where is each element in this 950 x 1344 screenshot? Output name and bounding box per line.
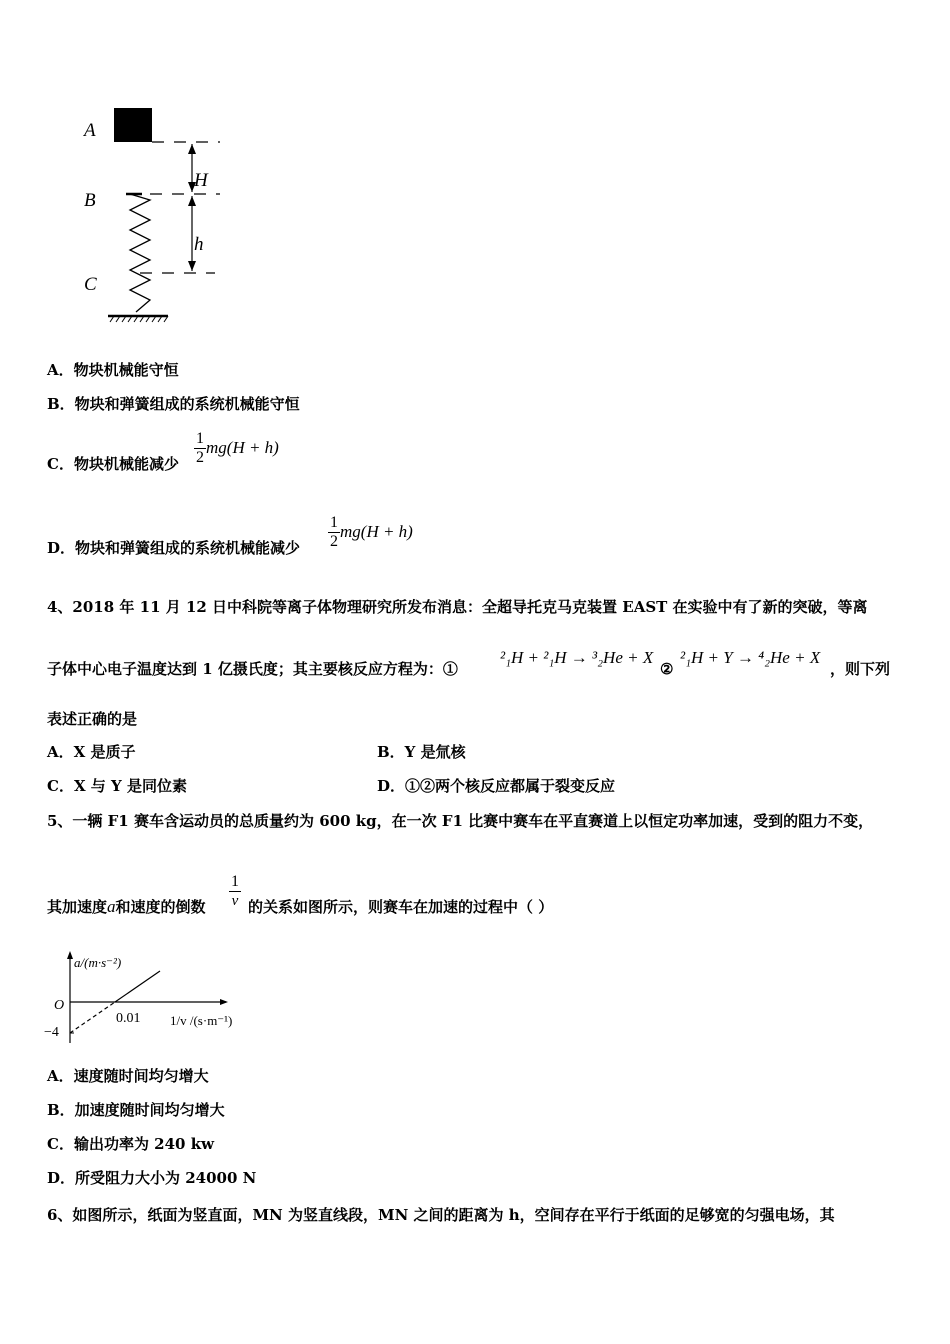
q3-option-d: D．物块和弹簧组成的系统机械能减少 <box>47 539 301 557</box>
q5-var-a: a <box>107 897 116 916</box>
spring-figure-svg <box>70 100 240 350</box>
q4-mark2: ② <box>660 660 674 678</box>
y-tick-label: −4 <box>44 1025 59 1040</box>
label-c: C <box>84 274 97 295</box>
q5-frac-den: v <box>231 893 239 909</box>
spring-block-figure <box>70 100 240 350</box>
q5-frac-num: 1 <box>231 873 239 890</box>
q4-option-b: B．Y 是氚核 <box>377 743 466 761</box>
block <box>114 108 152 142</box>
frac-den: 2 <box>330 533 338 550</box>
q5-line2-a: 其加速度 <box>47 898 108 916</box>
frac-den: 2 <box>196 449 204 466</box>
q5-line2-b: 和速度的倒数 <box>115 898 206 916</box>
origin-label: O <box>54 998 65 1013</box>
y-axis-label: a/(m·s⁻²) <box>74 955 122 970</box>
q5-option-a: A．速度随时间均匀增大 <box>47 1067 209 1085</box>
q5-line2 <box>47 898 206 916</box>
q5-option-d: D．所受阻力大小为 24000 N <box>47 1169 257 1187</box>
q5-option-c: C．输出功率为 240 kw <box>47 1135 215 1153</box>
q5-chart <box>40 945 270 1055</box>
q6-line1: 6、如图所示，纸面为竖直面，MN 为竖直线段，MN 之间的距离为 h，空间存在平行于纸面的足够宽的匀强电场，其 <box>47 1206 835 1224</box>
q4-reaction2: ²₁H + Y → ⁴₂He + X <box>680 648 821 667</box>
q3-option-a: A．物块机械能守恒 <box>47 361 179 379</box>
frac-num: 1 <box>196 430 204 447</box>
frac-num: 1 <box>330 514 338 531</box>
q3-option-b: B．物块和弹簧组成的系统机械能守恒 <box>47 395 300 413</box>
q5-option-b: B．加速度随时间均匀增大 <box>47 1101 225 1119</box>
spring <box>130 194 150 312</box>
q4-option-c: C．X 与 Y 是同位素 <box>47 777 187 795</box>
label-a: A <box>84 120 96 141</box>
q4-reaction1: ²₁H + ²₁H → ³₂He + X <box>500 648 654 667</box>
q4-line2-prefix: 子体中心电子温度达到 1 亿摄氏度；其主要核反应方程为：① <box>47 660 458 678</box>
chart-svg <box>40 945 270 1055</box>
x-tick-label: 0.01 <box>116 1011 141 1026</box>
q3-option-c: C．物块机械能减少 <box>47 455 179 473</box>
q4-option-d: D．①②两个核反应都属于裂变反应 <box>377 777 616 795</box>
expr-text: mg(H + h) <box>340 522 413 541</box>
label-big-h: H <box>194 170 208 191</box>
q3-option-c-expression <box>194 430 279 467</box>
q5-fraction <box>229 873 241 910</box>
q5-line2-c: 的关系如图所示，则赛车在加速的过程中（ ） <box>248 898 554 916</box>
expr-text: mg(H + h) <box>206 438 279 457</box>
q4-option-a: A．X 是质子 <box>47 743 136 761</box>
x-axis-label: 1/v /(s·m⁻¹) <box>170 1013 233 1028</box>
q4-line2-suffix: ，则下列 <box>830 660 891 678</box>
q5-line1: 5、一辆 F1 赛车含运动员的总质量约为 600 kg，在一次 F1 比赛中赛车在平直赛道上以恒定功率加速，受到的阻力不变， <box>47 812 874 830</box>
q4-line1: 4、2018 年 11 月 12 日中科院等离子体物理研究所发布消息：全超导托克马克装置 EAST 在实验中有了新的突破，等离 <box>47 598 868 616</box>
series-dashed-segment <box>70 1002 115 1033</box>
series-solid-segment <box>115 971 160 1002</box>
label-small-h: h <box>194 234 204 255</box>
q3-option-d-expression <box>328 514 413 551</box>
q4-line3: 表述正确的是 <box>47 710 138 728</box>
label-b: B <box>84 190 96 211</box>
